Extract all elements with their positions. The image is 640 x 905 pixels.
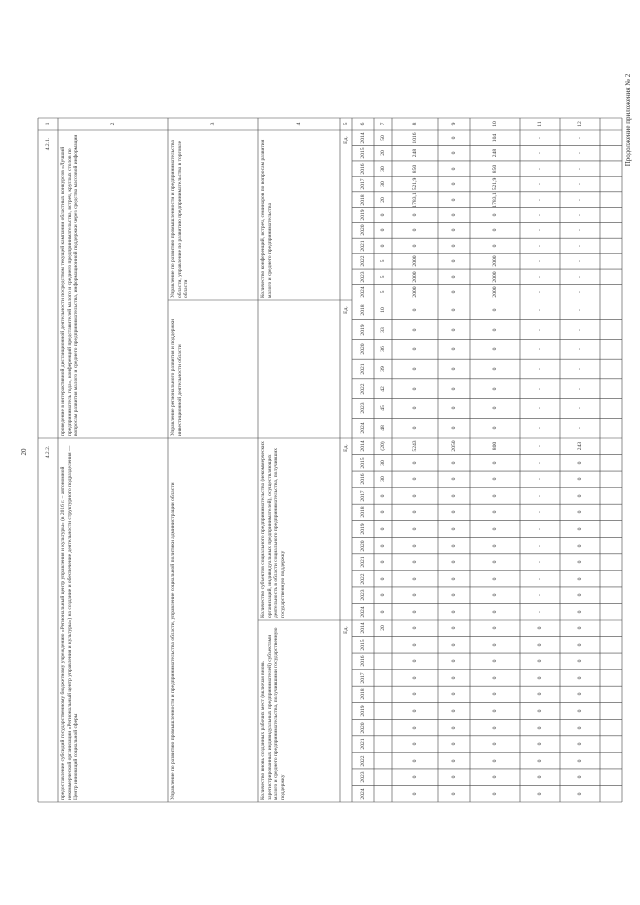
r1b-cell-c10: 0 [492, 308, 498, 312]
r1b-cell-c8: 0 [412, 367, 418, 371]
r1b-cell-c10: 0 [492, 347, 498, 351]
r2b-cell-c11: 0 [537, 709, 543, 713]
r1-cell-c9: 0 [451, 151, 457, 155]
r2a-cell-c8: 0 [412, 511, 418, 514]
r2a-cell-c7: (20) [380, 441, 386, 451]
r1-cell-c9: 0 [451, 136, 457, 140]
r2a-cell-c7: 0 [380, 610, 386, 614]
r1b-cell-year: 2018 [360, 304, 366, 316]
r2b-cell-year: 2020 [360, 721, 366, 734]
r1-cell-c11: - [537, 167, 543, 170]
r2b-cell-c11: 0 [537, 626, 543, 630]
header-cell-2: 2 [110, 122, 116, 126]
r1b-cell-c11: - [537, 387, 543, 390]
r1b-cell-c10: 0 [492, 426, 498, 430]
r2b-cell-c11: 0 [537, 659, 543, 663]
r1b-cell-c8: 0 [412, 407, 418, 410]
r1b-cell-c12: - [577, 407, 583, 410]
r2a-cell-c10: 0 [492, 560, 498, 564]
r1b-cell-c11: - [537, 427, 543, 430]
r2a-cell-c12: 0 [577, 477, 583, 481]
r2b-cell-c11: 0 [537, 726, 543, 729]
r1-cell-c12: - [577, 260, 583, 263]
header-cell-5: 5 [343, 122, 349, 126]
r1-cell-c10: 521,9 [492, 177, 498, 191]
r2a-cell-c9: 2050 [451, 440, 457, 452]
r2b-cell-c10: 0 [492, 742, 498, 746]
header-cell-3: 3 [210, 122, 216, 126]
r1-cell-c12: - [577, 275, 583, 278]
r1-cell-c10: 2000 [492, 286, 498, 298]
r2b-cell-c9: 0 [451, 759, 457, 763]
responsible-body: Управление по развитию промышленности и предпринимательства области, управление по развитию предпринимательства в торговле области [170, 140, 189, 298]
r1-cell-c8: 1783,1 [412, 191, 418, 208]
r2b-cell-c8: 0 [412, 709, 418, 713]
r1-cell-c11: - [537, 136, 543, 139]
r1-cell-c11: - [537, 183, 543, 186]
row-number: 4.2.2. [45, 445, 51, 459]
responsible-body: Управление по развитию промышленности и предпринимательства области, управление социальной политики администрации области [170, 482, 176, 800]
r2b-cell-year: 2017 [360, 672, 366, 684]
r1-cell-c11: - [537, 260, 543, 263]
r2a-cell-c12: 243 [577, 442, 583, 451]
event-description: проведение в интерактивной дистанционной деятельности посредством текущей кампании областных конкурсов «Лучший предприниматель года», конференций представителей малого и среднего предпринимательства, встреч, круглых столов по вопросам развития малого и среднего предпринимательства, информационной поддержки через средства массовой информации [60, 134, 79, 436]
r2a-cell-c10: 800 [492, 442, 498, 451]
r2a-cell-c11: - [537, 445, 543, 448]
r2a-cell-year: 2018 [360, 506, 366, 519]
r2a-cell-year: 2014 [360, 440, 366, 452]
r1-cell-c9: 0 [451, 198, 457, 201]
r1-cell-c12: - [577, 136, 583, 139]
r2b-cell-year: 2014 [360, 622, 366, 634]
r2b-cell-year: 2023 [360, 771, 366, 783]
r1b-cell-year: 2019 [360, 323, 366, 336]
r2a-cell-c12: 0 [577, 593, 583, 597]
r2a-cell-c11: - [537, 544, 543, 547]
r1b-cell-c7: 48 [380, 425, 386, 431]
r2a-cell-year: 2015 [360, 457, 366, 469]
header-cell-9: 9 [451, 122, 457, 126]
r1-cell-c9: 0 [451, 290, 457, 294]
r1-cell-year: 2023 [360, 271, 366, 283]
r1b-cell-c9: 0 [451, 347, 457, 351]
r1b-cell-c12: - [577, 328, 583, 331]
header-cell-10: 10 [492, 121, 498, 127]
r1b-cell-c9: 0 [451, 367, 457, 371]
r2a-cell-c8: 0 [412, 544, 418, 547]
r2a-cell-c10: 0 [492, 577, 498, 581]
r1-cell-year: 2022 [360, 255, 366, 267]
r2b-cell-c9: 0 [451, 643, 457, 647]
r2a-cell-year: 2017 [360, 490, 366, 502]
r1-cell-c7: 5 [380, 290, 386, 294]
r2a-cell-c7: 0 [380, 494, 386, 498]
r1b-cell-year: 2023 [360, 402, 366, 415]
r2b-cell-c11: 0 [537, 742, 543, 746]
r1-cell-c9: 0 [451, 275, 457, 279]
r1b-cell-c9: 0 [451, 387, 457, 391]
r2a-cell-c11: - [537, 461, 543, 464]
r1-cell-year: 2021 [360, 240, 366, 252]
r1b-cell-c8: 0 [412, 328, 418, 331]
r1-cell-c7: 30 [380, 165, 386, 172]
r1b-cell-year: 2021 [360, 363, 366, 375]
r1b-cell-c8: 0 [412, 347, 418, 351]
r2b-cell-c12: 0 [577, 742, 583, 746]
r2b-cell-c8: 0 [412, 742, 418, 746]
r1b-cell-c7: 10 [380, 307, 386, 313]
r2a-cell-c8: 0 [412, 593, 418, 597]
r1-cell-c7: 20 [380, 150, 386, 156]
r1b-cell-c12: - [577, 427, 583, 430]
r1b-cell-c11: - [537, 308, 543, 311]
r2a-cell-c12: 0 [577, 544, 583, 547]
r1-cell-c7: 5 [380, 259, 386, 263]
r2b-cell-c10: 0 [492, 775, 498, 779]
r2a-cell-c12: 0 [577, 527, 583, 531]
r1-cell-c8: 248 [412, 148, 418, 158]
r2a-cell-c12: 0 [577, 560, 583, 564]
r1-cell-c8: 2000 [412, 286, 418, 298]
r1-cell-c12: - [577, 167, 583, 170]
r2a-cell-c7: 30 [380, 476, 386, 483]
r2b-cell-c8: 0 [412, 659, 418, 663]
r1-cell-c12: - [577, 214, 583, 216]
r2a-cell-c8: 0 [412, 560, 418, 564]
r2b-cell-c9: 0 [451, 676, 457, 680]
r2a-cell-year: 2021 [360, 556, 366, 568]
r1b-cell-c8: 0 [412, 308, 418, 312]
r1b-cell-c11: - [537, 348, 543, 351]
r2b-cell-c12: 0 [577, 759, 583, 763]
r2a-cell-c9: 0 [451, 560, 457, 564]
r1b-cell-c9: 0 [451, 308, 457, 312]
r2b-cell-c11: 0 [537, 693, 543, 696]
r1-cell-c12: - [577, 152, 583, 155]
r1b-cell-year: 2020 [360, 343, 366, 355]
r1b-cell-c12: - [577, 348, 583, 351]
r1-cell-c10: 2000 [492, 255, 498, 267]
r1-cell-c8: 2000 [412, 271, 418, 283]
r2b-cell-c12: 0 [577, 693, 583, 696]
r1b-cell-c8: 0 [412, 387, 418, 391]
r2a-cell-c10: 0 [492, 477, 498, 481]
r2a-cell-c7: 0 [380, 560, 386, 564]
r2b-cell-c8: 0 [412, 775, 418, 779]
r1-cell-year: 2017 [360, 178, 366, 190]
r2a-cell-c7: 0 [380, 511, 386, 514]
r2a-cell-year: 2016 [360, 473, 366, 485]
r2b-cell-c11: 0 [537, 643, 543, 647]
r1-cell-c12: - [577, 229, 583, 232]
r2b-cell-c12: 0 [577, 775, 583, 779]
r1-cell-c11: - [537, 198, 543, 201]
r1b-cell-c11: - [537, 407, 543, 410]
r1b-cell-c12: - [577, 368, 583, 370]
r2a-cell-c8: 0 [412, 494, 418, 498]
r1b-cell-c9: 0 [451, 426, 457, 430]
r2b-cell-year: 2016 [360, 655, 366, 667]
r2a-cell-c11: - [537, 594, 543, 597]
r1-cell-c7: 20 [380, 196, 386, 203]
r2b-cell-c11: 0 [537, 792, 543, 796]
r1-cell-c10: 104 [492, 133, 498, 142]
r2a-cell-c10: 0 [492, 461, 498, 465]
r2b-cell-c9: 0 [451, 693, 457, 696]
r2a-cell-c9: 0 [451, 593, 457, 597]
r2a-cell-c11: - [537, 561, 543, 564]
r2a-cell-c7: 0 [380, 593, 386, 597]
r2b-cell-c12: 0 [577, 643, 583, 647]
unit: Ед. [343, 626, 349, 634]
header-cell-11: 11 [537, 121, 543, 127]
r2a-cell-c10: 0 [492, 511, 498, 514]
unit: Ед. [343, 136, 349, 144]
r1-cell-c11: - [537, 229, 543, 232]
r2b-cell-c9: 0 [451, 775, 457, 779]
r2b-cell-c8: 0 [412, 693, 418, 696]
r2a-cell-c9: 0 [451, 461, 457, 465]
r1-cell-c9: 0 [451, 213, 457, 217]
r1-cell-year: 2014 [360, 132, 366, 144]
r2a-cell-c9: 0 [451, 511, 457, 514]
r1b-cell-c7: 36 [380, 346, 386, 353]
r2a-cell-c11: - [537, 610, 543, 613]
r2b-cell-c8: 0 [412, 792, 418, 796]
r2a-cell-c10: 0 [492, 494, 498, 498]
r1b-cell-c7: 33 [380, 326, 386, 333]
r1-cell-c11: - [537, 214, 543, 216]
r2b-cell-c9: 0 [451, 709, 457, 713]
r2b-cell-c11: 0 [537, 775, 543, 779]
r1b-cell-c10: 0 [492, 367, 498, 371]
r1-cell-c11: - [537, 152, 543, 155]
unit: Ед. [343, 444, 349, 452]
r1-cell-c7: 30 [380, 181, 386, 187]
header-cell-8: 8 [412, 122, 418, 126]
r1-cell-c10: 2000 [492, 271, 498, 283]
r1b-cell-c9: 0 [451, 328, 457, 331]
responsible-body: Управление регионального развития и поддержки инвестиционной деятельности области [170, 319, 183, 436]
r2a-cell-c9: 0 [451, 577, 457, 581]
r2a-cell-c12: 0 [577, 494, 583, 498]
r2a-cell-c10: 0 [492, 610, 498, 614]
r1-cell-c12: - [577, 244, 583, 247]
r2a-cell-c9: 0 [451, 544, 457, 547]
r1-cell-year: 2016 [360, 163, 366, 175]
r1-cell-c7: 5 [380, 275, 386, 279]
r1-cell-c10: 850 [492, 164, 498, 173]
r1-cell-c7: 0 [380, 229, 386, 232]
r2a-cell-c12: 0 [577, 577, 583, 581]
r2a-cell-c8: 0 [412, 461, 418, 465]
r1-cell-c10: 248 [492, 148, 498, 158]
r1-cell-year: 2024 [360, 286, 366, 298]
r2b-cell-year: 2015 [360, 639, 366, 651]
r1-cell-c7: 0 [380, 244, 386, 248]
event-description: предоставление субсидий государственному бюджетному учреждению «Региональный центр управления и культуры» (в 2016 г. – автономной некоммерческой организации «Региональный центр управления и культуры») на создание и обеспечение деятельности структурного подразделения — Центр инноваций социальной сферы [60, 445, 79, 800]
unit: Ед. [343, 306, 349, 314]
r1-cell-c10: 0 [492, 213, 498, 217]
r1b-cell-c11: - [537, 328, 543, 331]
r2a-cell-c7: 30 [380, 460, 386, 466]
r1-cell-c8: 0 [412, 213, 418, 217]
r1b-cell-c10: 0 [492, 328, 498, 331]
r2b-cell-c8: 0 [412, 759, 418, 763]
r1-cell-c10: 0 [492, 244, 498, 248]
r2b-cell-c12: 0 [577, 659, 583, 663]
r2b-cell-c9: 0 [451, 726, 457, 729]
r2a-cell-c10: 0 [492, 544, 498, 547]
r2b-cell-c8: 0 [412, 676, 418, 680]
r1-cell-c10: 1783,1 [492, 191, 498, 208]
r2b-cell-c9: 0 [451, 659, 457, 663]
r2a-cell-year: 2024 [360, 606, 366, 618]
indicator-name: Количество субъектов социального предпринимательства (некоммерческих организаций, индивидуальных предпринимателей), осуществляющих деятельность в области социального предпринимательства, получивших государственную поддержку [260, 441, 286, 618]
r2b-cell-c8: 0 [412, 643, 418, 647]
r1-cell-c9: 0 [451, 244, 457, 248]
r2b-cell-c10: 0 [492, 693, 498, 696]
r1b-cell-c7: 42 [380, 385, 386, 392]
r1b-cell-c10: 0 [492, 387, 498, 391]
r2b-cell-year: 2018 [360, 688, 366, 701]
r2b-cell-c12: 0 [577, 676, 583, 680]
r2b-cell-c10: 0 [492, 643, 498, 647]
r1-cell-c8: 521,9 [412, 177, 418, 191]
r2b-cell-c7: 20 [380, 625, 386, 632]
r1-cell-c11: - [537, 291, 543, 294]
r2a-cell-c12: 0 [577, 511, 583, 514]
r1-cell-c12: - [577, 291, 583, 294]
r1-cell-c12: - [577, 183, 583, 186]
r1b-cell-c10: 0 [492, 407, 498, 410]
header-cell-1: 1 [45, 122, 51, 126]
r1b-cell-c7: 39 [380, 366, 386, 372]
r2b-cell-c9: 0 [451, 742, 457, 746]
r2a-cell-c11: - [537, 511, 543, 514]
header-cell-7: 7 [380, 122, 386, 126]
r1b-cell-c12: - [577, 308, 583, 311]
r1-cell-c9: 0 [451, 182, 457, 186]
r1-cell-c12: - [577, 198, 583, 201]
r2b-cell-year: 2022 [360, 755, 366, 767]
r2b-cell-c10: 0 [492, 659, 498, 663]
r2a-cell-c8: 0 [412, 477, 418, 481]
r2a-cell-c9: 0 [451, 494, 457, 498]
r1-cell-year: 2020 [360, 224, 366, 237]
r2b-cell-c10: 0 [492, 726, 498, 729]
r2b-cell-c11: 0 [537, 759, 543, 763]
r2a-cell-c11: - [537, 577, 543, 580]
r2b-cell-c10: 0 [492, 626, 498, 630]
indicator-name: Количество вновь созданных рабочих мест (включая вновь зарегистрированных индивидуальных предпринимателей) субъектами малого и среднего предпринимательства, получившими государственную поддержку [260, 627, 286, 800]
r1-cell-c8: 0 [412, 244, 418, 248]
r1b-cell-year: 2022 [360, 383, 366, 395]
header-cell-4: 4 [296, 122, 302, 126]
r2a-cell-c11: - [537, 478, 543, 481]
r1-cell-c9: 0 [451, 167, 457, 171]
r2a-cell-year: 2020 [360, 539, 366, 552]
r1b-cell-c8: 0 [412, 426, 418, 430]
r2a-cell-c9: 0 [451, 527, 457, 531]
r2b-cell-c12: 0 [577, 726, 583, 729]
r2b-cell-c10: 0 [492, 676, 498, 680]
r1b-cell-c12: - [577, 387, 583, 390]
r2b-cell-c9: 0 [451, 626, 457, 630]
r1-cell-c7: 0 [380, 213, 386, 217]
r2a-cell-c7: 0 [380, 544, 386, 547]
r2b-cell-c12: 0 [577, 792, 583, 796]
r2b-cell-c12: 0 [577, 626, 583, 630]
r2b-cell-c10: 0 [492, 792, 498, 796]
r2b-cell-year: 2024 [360, 788, 366, 800]
r1-cell-c7: 50 [380, 134, 386, 141]
r1b-cell-year: 2024 [360, 422, 366, 434]
r2b-cell-c11: 0 [537, 676, 543, 680]
indicator-name: Количество конференций, встреч, семинаров по вопросам развития малого и среднего предпринимательства [260, 139, 273, 298]
r2a-cell-c8: 0 [412, 610, 418, 614]
r2a-cell-c9: 0 [451, 477, 457, 481]
r1b-cell-c9: 0 [451, 407, 457, 410]
r1-cell-c11: - [537, 275, 543, 278]
r2a-cell-c11: - [537, 494, 543, 497]
r2b-cell-c12: 0 [577, 709, 583, 713]
r2b-cell-year: 2019 [360, 705, 366, 717]
r1-cell-c10: 0 [492, 229, 498, 232]
r2b-cell-c10: 0 [492, 709, 498, 713]
r1-cell-c8: 1016 [412, 132, 418, 144]
r1-cell-c8: 2000 [412, 255, 418, 267]
r2a-cell-c10: 0 [492, 527, 498, 531]
r2b-cell-c10: 0 [492, 759, 498, 763]
r2a-cell-c7: 0 [380, 527, 386, 531]
appendix-label: Продолжение приложения № 2 [624, 73, 632, 167]
r1-cell-year: 2019 [360, 209, 366, 221]
r1b-cell-c11: - [537, 368, 543, 370]
header-cell-6: 6 [360, 122, 366, 126]
r2b-cell-year: 2021 [360, 738, 366, 750]
r1-cell-c9: 0 [451, 259, 457, 263]
r1-cell-c9: 0 [451, 229, 457, 232]
r2a-cell-c9: 0 [451, 610, 457, 614]
r2a-cell-c8: 5243 [412, 440, 418, 452]
r2b-cell-c8: 0 [412, 726, 418, 729]
r2a-cell-c8: 0 [412, 527, 418, 531]
r2a-cell-year: 2022 [360, 573, 366, 585]
r2b-cell-c8: 0 [412, 626, 418, 630]
r2a-cell-year: 2023 [360, 589, 366, 601]
header-cell-12: 12 [577, 121, 583, 127]
r1-cell-c8: 0 [412, 229, 418, 232]
r1-cell-year: 2018 [360, 193, 366, 206]
r2a-cell-c7: 0 [380, 577, 386, 581]
r1-cell-c8: 850 [412, 164, 418, 173]
r2b-cell-c9: 0 [451, 792, 457, 796]
page-number: 20 [20, 448, 28, 456]
row-number: 4.2.1. [45, 137, 51, 151]
r1-cell-c11: - [537, 244, 543, 247]
r1b-cell-c7: 45 [380, 405, 386, 412]
r2a-cell-c8: 0 [412, 577, 418, 581]
r2a-cell-c10: 0 [492, 593, 498, 597]
r2a-cell-c12: 0 [577, 461, 583, 465]
r2a-cell-year: 2019 [360, 523, 366, 535]
r1-cell-year: 2015 [360, 147, 366, 159]
r2a-cell-c12: 0 [577, 610, 583, 614]
r2a-cell-c11: - [537, 528, 543, 530]
